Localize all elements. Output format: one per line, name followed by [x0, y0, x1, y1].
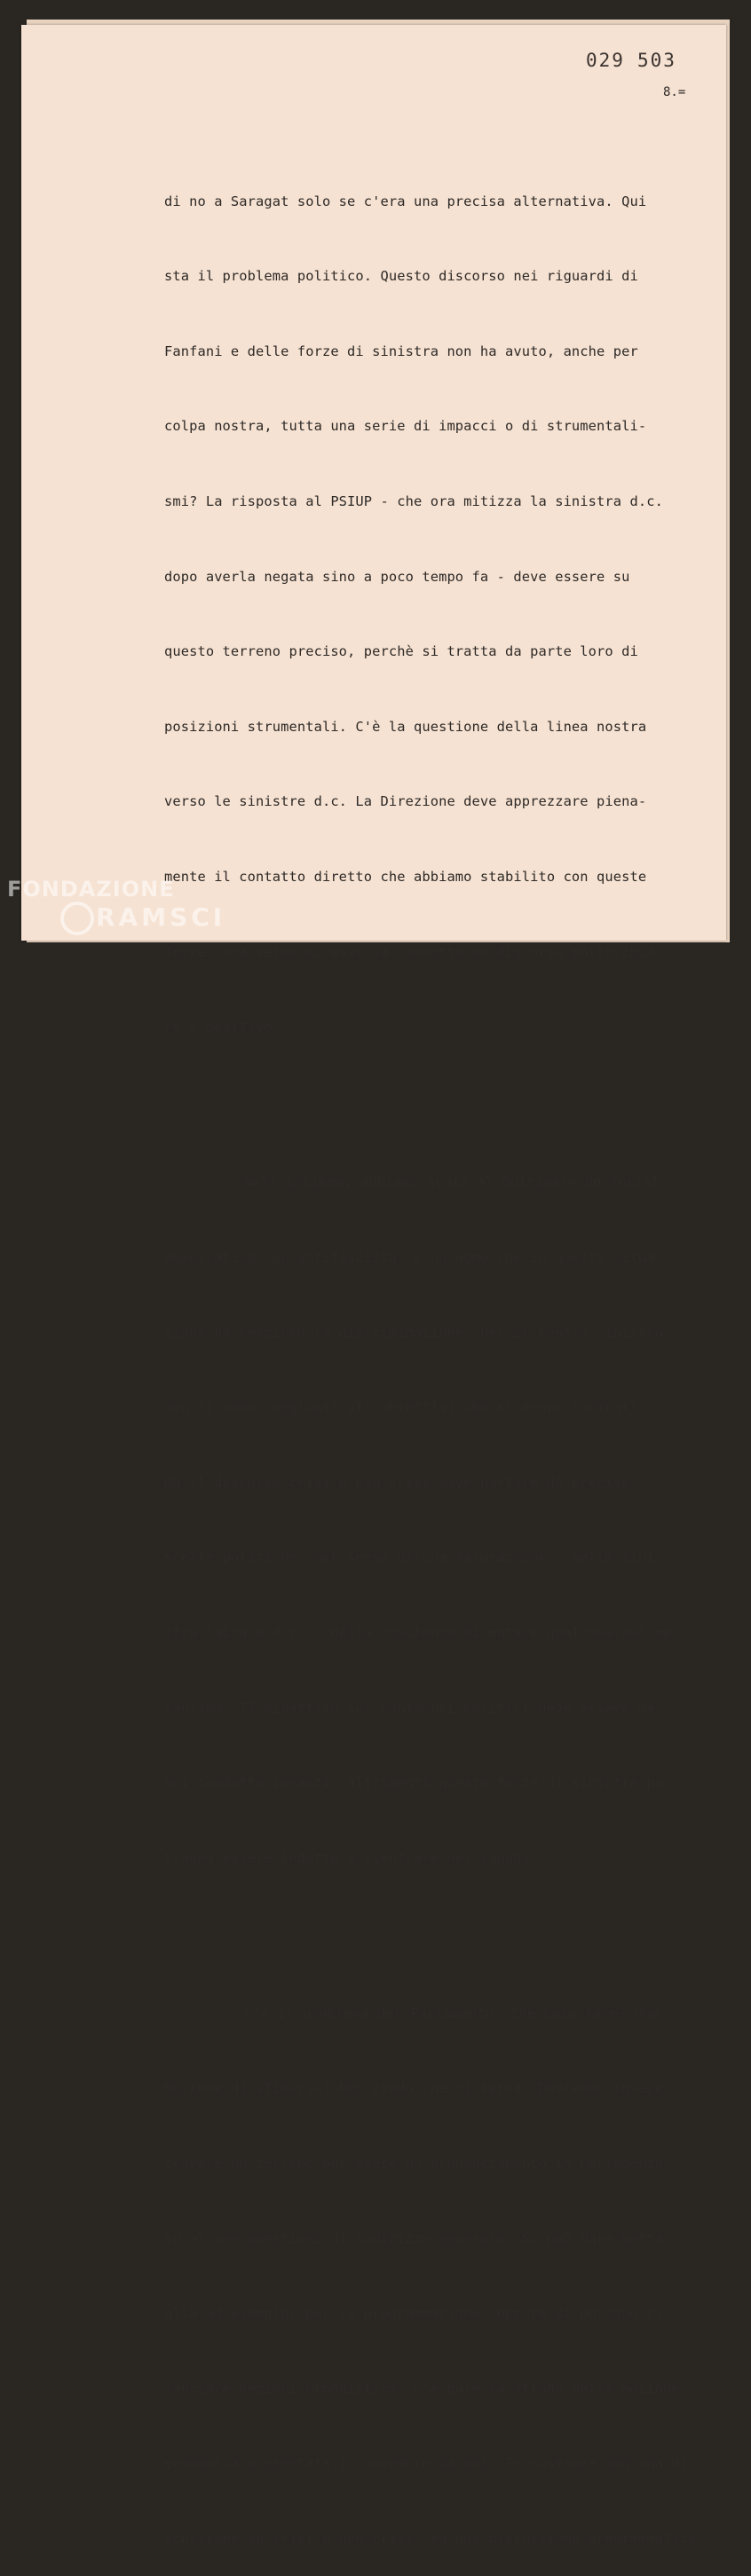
text-line: scelte politiche, nel senso di una maturazione - nella sini- — [164, 1549, 663, 1566]
text-line: mente il contatto diretto che abbiamo stabilito con queste — [164, 868, 647, 885]
text-line: su alcune questioni di indirizzo generale. Si può dare batta- — [164, 2230, 672, 2247]
text-line: canismo. Il dibattito sui contenuti politici deve essere da — [164, 1699, 655, 1716]
text-line: Ma il discorso crisi o non crisi deve partire da precise — [164, 1474, 630, 1491]
text-line: economica presentata in novembre da noi. In sostanza non una di- — [164, 2455, 697, 2472]
text-line: colpa nostra, tutta una serie di impacci o di strumentali- — [164, 418, 647, 435]
text-line: noi condotto innanzi, altrimenti queste forze di sinistra po- — [164, 1775, 672, 1792]
archive-number — [586, 50, 689, 71]
text-line: sta il problema politico. Questo discorso nei riguardi di — [164, 268, 638, 285]
text-line: posizioni strumentali. C'è la questione della linea nostra — [164, 718, 647, 735]
text-line: zione ha respinto la discriminazione. Per il centro sinistra — [164, 1324, 663, 1341]
text-line: lanciare Regioni-urbanistica. C'è pure la strada della mozione — [164, 2380, 680, 2397]
text-line: tranno essere indotte a rientrare nei ranghi. — [164, 1849, 539, 1866]
text-line: dopo averla negata sino a poco tempo fa - deve essere su — [164, 568, 630, 585]
text-line: trovare un terreno per avere un pronunciamento in Parlamento — [164, 2155, 663, 2172]
text-line: ro e positivo. — [164, 1019, 281, 1036]
text-line: verso le sinistre d.c. La Direzione deve apprezzare piena- — [164, 793, 647, 810]
text-line: C'è il problema del Parlamento. Che cosa fare? Una — [244, 2005, 660, 2021]
text-line: Fanfani e delle forze di sinistra non ha avuto, anche per — [164, 343, 638, 359]
text-line: non si sono raggiunti gli obiettivi che si erano indicati. — [164, 1399, 647, 1416]
text-line: democratico, un antifascista, e un uomo che in questa situa- — [164, 1249, 663, 1265]
text-line: glia ad esempio, per la programmazione. Oppure si possono ri- — [164, 2305, 672, 2322]
text-line: forze. Ora verso di esse va condotto un discorso molto chia- — [164, 943, 663, 960]
gramsci-g-icon — [60, 902, 94, 935]
archive-folder-number: 029 — [586, 50, 625, 71]
fondazione-gramsci-watermark — [7, 877, 225, 935]
text-line: Nell'insieme, abbiamo avuto al Quirinale un social- — [244, 1174, 668, 1191]
page-label: 8.= — [663, 85, 686, 99]
text-line: scussione su crisi o non crisi, ma una discussione programmatica. — [164, 2531, 705, 2548]
archive-page-number: 503 — [636, 50, 676, 71]
text-line: smi? La risposta al PSIUP - che ora mitizza la sinistra d.c. — [164, 492, 663, 509]
text-line: di no a Saragat solo se c'era una precisa alternativa. Qui — [164, 193, 647, 209]
typewritten-body — [164, 114, 732, 2576]
text-line: questo terreno preciso, perchè si tratta da parte loro di — [164, 643, 638, 660]
text-line: mozione di sfiducia? Non credo che ci serva. Dovremmo invece — [164, 2080, 663, 2097]
watermark-line-2: RAMSCI — [96, 902, 226, 932]
watermark-line-1: FONDAZIONE — [7, 877, 175, 902]
text-line: stra laica e d.c. - della coscienza di mutare qualcosa nel mec- — [164, 1624, 689, 1641]
